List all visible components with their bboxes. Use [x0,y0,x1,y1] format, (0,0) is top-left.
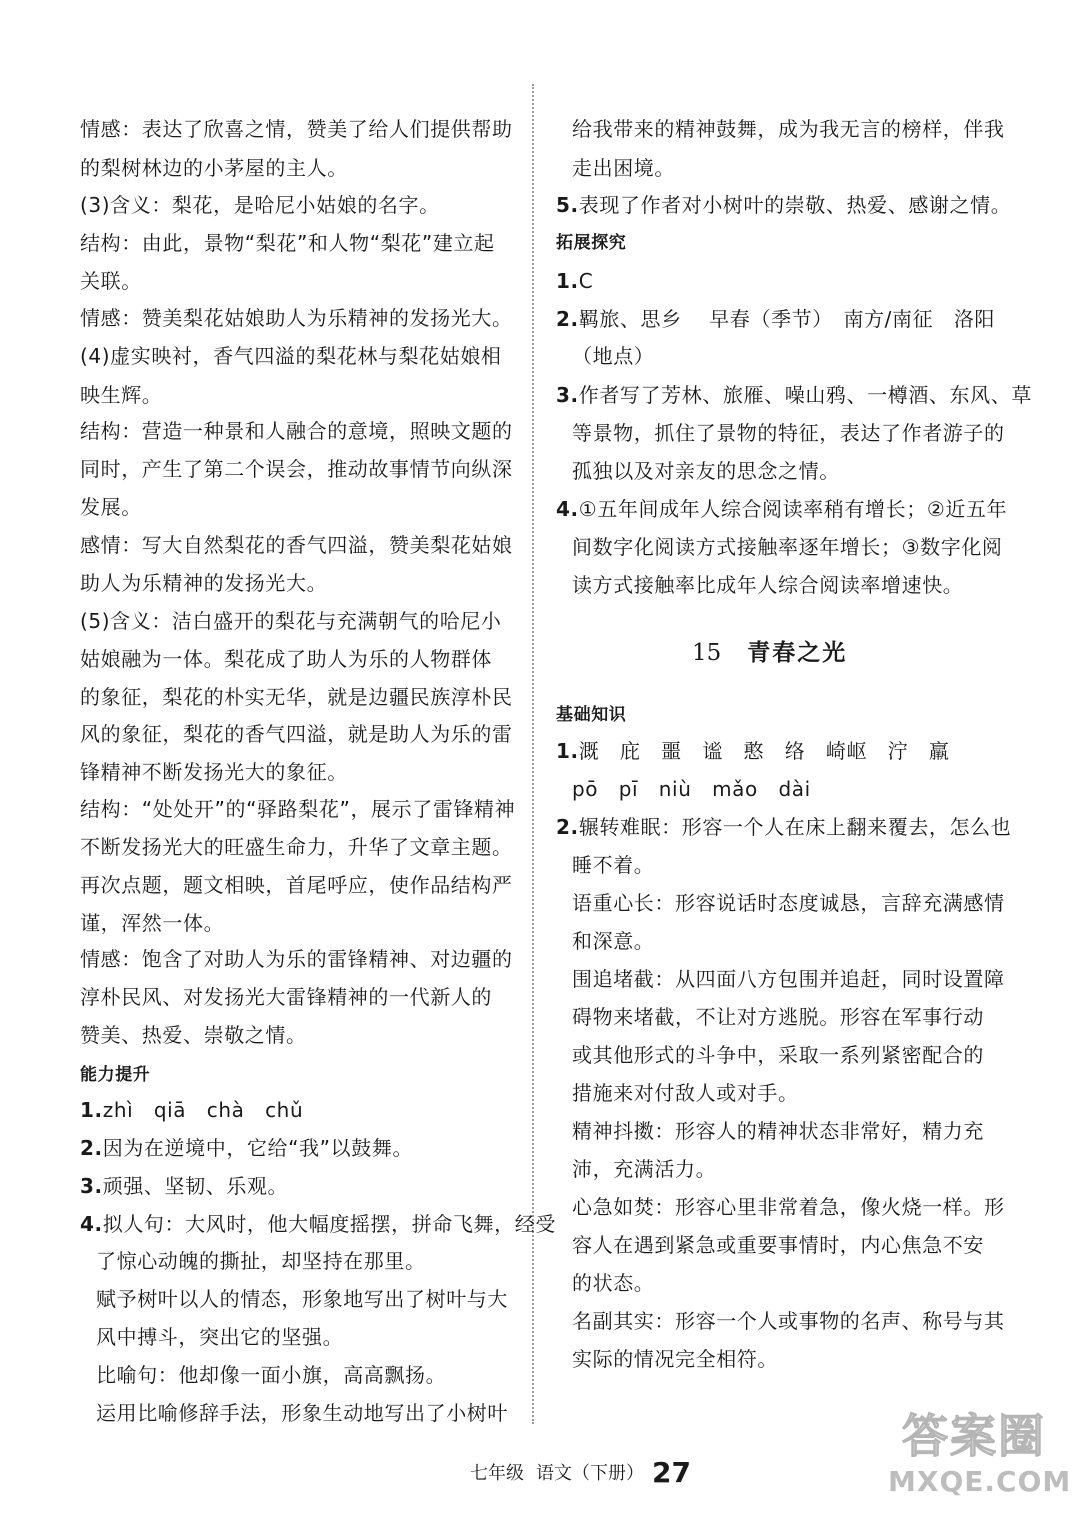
ability-line: 了惊心动魄的撕扯，却坚持在那里。 [96,1249,426,1273]
basic-item [556,738,950,764]
left-line: 结构：由此，景物“梨花”和人物“梨花”建立起 [80,231,495,255]
watermark-logo [888,1408,1072,1526]
item-text: 因为在逆境中，它给“我”以鼓舞。 [102,1136,414,1160]
item-number: 1. [80,1098,103,1122]
section-heading-extend: 拓展探究 [556,233,627,253]
item-number: 2. [556,815,579,839]
footer-grade: 七年级 [470,1463,524,1484]
item-number: 1. [556,739,579,763]
left-line: 再次点题，题文相映，首尾呼应，使作品结构严 [80,873,513,897]
extend-line: 间数字化阅读方式接触率逐年增长；③数字化阅 [572,535,1003,559]
extend-item [556,496,1007,522]
basic-pinyin-line: pō pī niù mǎo dài [572,777,811,801]
ability-line: 风中搏斗，突出它的坚强。 [96,1325,344,1349]
basic-line: 的状态。 [572,1271,655,1295]
extend-item [556,306,995,332]
item-text: 作者写了芳林、旅雁、噪山鸦、一樽酒、东风、草 [578,383,1032,407]
basic-line: 措施来对付敌人或对手。 [572,1081,799,1105]
item-number: 2. [80,1136,103,1160]
left-line: 情感：表达了欣喜之情，赞美了给人们提供帮助 [80,117,513,141]
left-line: 姑娘融为一体。梨花成了助人为乐的人物群体 [80,647,492,671]
basic-line: 和深意。 [572,929,655,953]
basic-line: 沛，充满活力。 [572,1157,717,1181]
section-heading-basic: 基础知识 [556,705,627,725]
extend-line: （地点） [572,344,655,368]
left-line: 风的象征，梨花的香气四溢，就是助人为乐的雷 [80,722,513,746]
item-number: 1. [556,269,579,293]
basic-line: 实际的情况完全相符。 [572,1347,778,1371]
right-line: 给我带来的精神鼓舞，成为我无言的榜样，伴我 [572,117,1005,141]
ability-item [80,1211,556,1237]
left-line: (4)虚实映衬，香气四溢的梨花林与梨花姑娘相 [80,344,502,368]
left-line: 赞美、热爱、崇敬之情。 [80,1023,307,1047]
ability-line: 赋予树叶以人的情态，形象地写出了树叶与大 [96,1287,508,1311]
extend-item [556,382,1032,408]
left-line: 结构：营造一种景和人融合的意境，照映文题的 [80,419,513,443]
left-line: 感情：写大自然梨花的香气四溢，赞美梨花姑娘 [80,533,513,557]
lesson-number: 15 [692,640,722,666]
item-text: 辗转难眠：形容一个人在床上翻来覆去，怎么也 [578,815,1012,839]
ability-line: 比喻句：他却像一面小旗，高高飘扬。 [96,1363,447,1387]
right-line: 走出困境。 [572,156,675,180]
left-line: 锋精神不断发扬光大的象征。 [80,760,348,784]
item-text: 溉 庇 噩 谧 憨 络 崎岖 泞 羸 [578,739,950,763]
ability-item [80,1173,288,1199]
item-text: 拟人句：大风时，他大幅度摇摆，拼命飞舞，经受 [102,1212,556,1236]
item-text: zhì qiā chà chǔ [102,1098,304,1122]
item-number: 3. [80,1174,103,1198]
basic-line: 或其他形式的斗争中，采取一系列紧密配合的 [572,1043,984,1067]
left-line: 情感：饱含了对助人为乐的雷锋精神、对边疆的 [80,947,513,971]
page-footer [470,1458,691,1489]
watermark-url: MXQE.COM [888,1465,1072,1498]
item-number: 2. [556,307,579,331]
footer-subject: 语文（下册） [536,1463,644,1484]
watermark-title: 答案圈 [902,1409,1046,1463]
left-line: 情感：赞美梨花姑娘助人为乐精神的发扬光大。 [80,306,513,330]
left-line: (5)含义：洁白盛开的梨花与充满朝气的哈尼小 [80,609,502,633]
lesson-title [692,638,847,668]
section-heading-ability: 能力提升 [80,1065,151,1085]
left-line: 不断发扬光大的旺盛生命力，升华了文章主题。 [80,835,513,859]
left-line: 同时，产生了第二个误会，推动故事情节向纵深 [80,457,513,481]
item-text: 顽强、坚韧、乐观。 [102,1174,289,1198]
left-line: 淳朴民风、对发扬光大雷锋精神的一代新人的 [80,985,492,1009]
item-text: C [578,269,594,293]
basic-line: 语重心长：形容说话时态度诚恳，言辞充满感情 [572,891,1005,915]
ability-item [80,1135,413,1161]
basic-line: 精神抖擞：形容人的精神状态非常好，精力充 [572,1119,984,1143]
extend-line: 读方式接触率比成年人综合阅读率增速快。 [572,573,964,597]
ability-item [80,1097,303,1123]
basic-item [556,814,1011,840]
item-number: 3. [556,383,579,407]
item-number: 4. [556,497,579,521]
extend-line: 孤独以及对亲友的思念之情。 [572,459,840,483]
page-number: 27 [652,1456,691,1489]
left-line: 关联。 [80,269,142,293]
left-line: 的梨树林边的小茅屋的主人。 [80,156,348,180]
left-line: 谨，浑然一体。 [80,911,225,935]
extend-line: 等景物，抓住了景物的特征，表达了作者游子的 [572,421,1005,445]
item-number: 5. [556,193,579,217]
basic-line: 名副其实：形容一个人或事物的名声、称号与其 [572,1309,1005,1333]
left-line: 映生辉。 [80,383,163,407]
basic-line: 容人在遇到紧急或重要事情时，内心焦急不安 [572,1233,984,1257]
extend-item [556,268,593,294]
item-text: ①五年间成年人综合阅读率稍有增长；②近五年 [578,497,1008,521]
left-line: 结构：“处处开”的“驿路梨花”，展示了雷锋精神 [80,797,516,821]
left-line: 的象征，梨花的朴实无华，就是边疆民族淳朴民 [80,685,513,709]
item-text: 表现了作者对小树叶的崇敬、热爱、感谢之情。 [578,193,1012,217]
lesson-name: 青春之光 [747,639,848,666]
left-line: (3)含义：梨花，是哈尼小姑娘的名字。 [80,193,440,217]
basic-line: 睡不着。 [572,853,655,877]
item-number: 4. [80,1212,103,1236]
item-text: 羁旅、思乡 早春（季节） 南方/南征 洛阳 [578,307,996,331]
left-line: 助人为乐精神的发扬光大。 [80,571,328,595]
ability-line: 运用比喻修辞手法，形象生动地写出了小树叶 [96,1401,508,1425]
basic-line: 围追堵截：从四面八方包围并追赶，同时设置障 [572,967,1005,991]
basic-line: 心急如焚：形容心里非常着急，像火烧一样。形 [572,1195,1005,1219]
basic-line: 碍物来堵截，不让对方逃脱。形容在军事行动 [572,1005,984,1029]
left-line: 发展。 [80,495,142,519]
answer-item [556,192,1011,218]
